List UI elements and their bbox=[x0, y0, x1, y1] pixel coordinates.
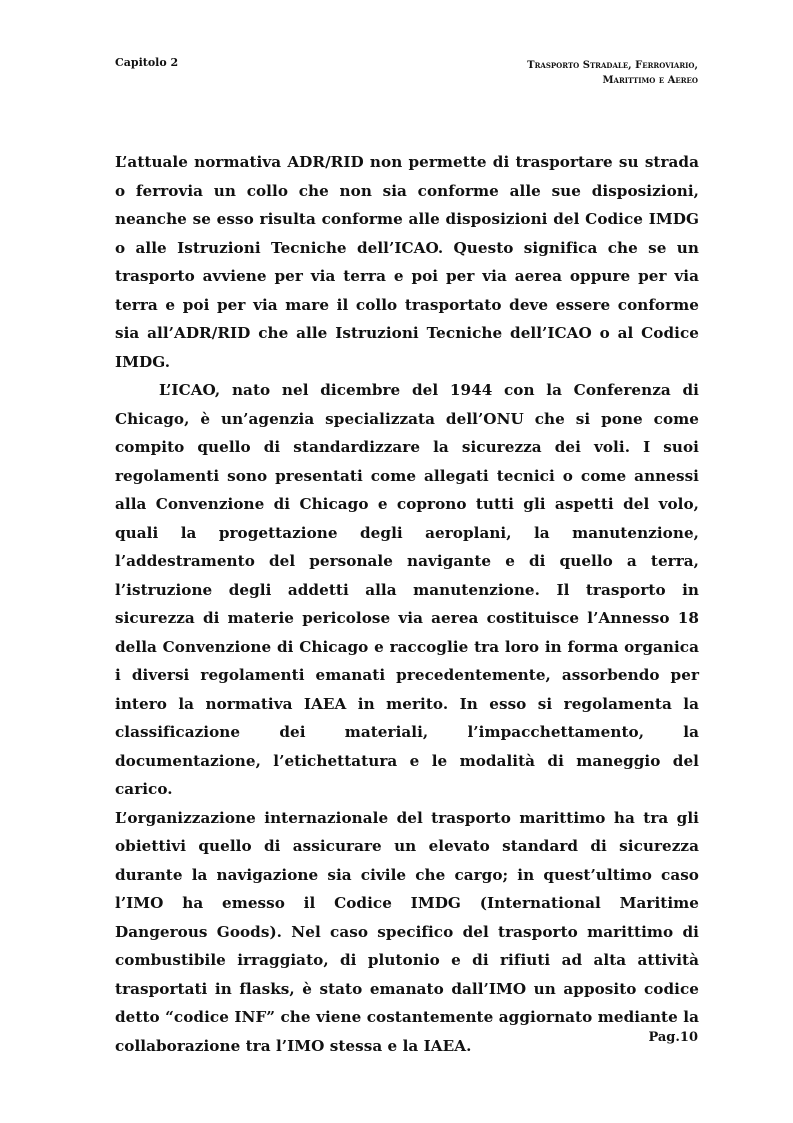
paragraph-icao: L’ICAO, nato nel dicembre del 1944 con la Conferenza di Chicago, è un’agenzia specializzata dell’ONU che si pone come compito quello di standardizzare la sicurezza dei voli. I suoi regolamenti sono presentati come allegati tecnici o come annessi alla Convenzione di Chicago e coprono tutti gli aspetti del volo, quali la progettazione degli aeroplani, la manutenzione, l’addestramento del personale navigante e di quello a terra, l’istruzione degli addetti alla manutenzione. Il trasporto in sicurezza di materie pericolose via aerea costituisce l’Annesso 18 della Convenzione di Chicago e raccoglie tra loro in forma organica i diversi regolamenti emanati precedentemente, assorbendo per intero la normativa IAEA in merito. In esso si regolamenta la classificazione dei materiali, l’impacchettamento, la documentazione, l’etichettatura e le modalità di maneggio del carico. bbox=[115, 381, 699, 798]
document-body bbox=[115, 148, 699, 1060]
chapter-label: Capitolo 2 bbox=[115, 56, 179, 69]
running-header-line-2: Marittimo e Aereo bbox=[602, 75, 698, 86]
running-header-title bbox=[378, 58, 698, 88]
running-header-line-1: Trasporto Stradale, Ferroviario, bbox=[527, 60, 698, 71]
page-number: Pag.10 bbox=[648, 1030, 698, 1045]
paragraph-adr-rid: L’attuale normativa ADR/RID non permette di trasportare su strada o ferrovia un collo che non sia conforme alle sue disposizioni, neanche se esso risulta conforme alle disposizioni del Codice IMDG o alle Istruzioni Tecniche dell’ICAO. Questo significa che se un trasporto avviene per via terra e poi per via aerea oppure per via terra e poi per via mare il collo trasportato deve essere conforme sia all’ADR/RID che alle Istruzioni Tecniche dell’ICAO o al Codice IMDG. bbox=[115, 153, 699, 371]
paragraph-imo: L’organizzazione internazionale del trasporto marittimo ha tra gli obiettivi quello di assicurare un elevato standard di sicurezza durante la navigazione sia civile che cargo; in quest’ultimo caso l’IMO ha emesso il Codice IMDG (International Maritime Dangerous Goods). Nel caso specifico del trasporto marittimo di combustibile irraggiato, di plutonio e di rifiuti ad alta attività trasportati in flasks, è stato emanato dall’IMO un apposito codice detto “codice INF” che viene costantemente aggiornato mediante la collaborazione tra l’IMO stessa e la IAEA. bbox=[115, 808, 699, 1055]
